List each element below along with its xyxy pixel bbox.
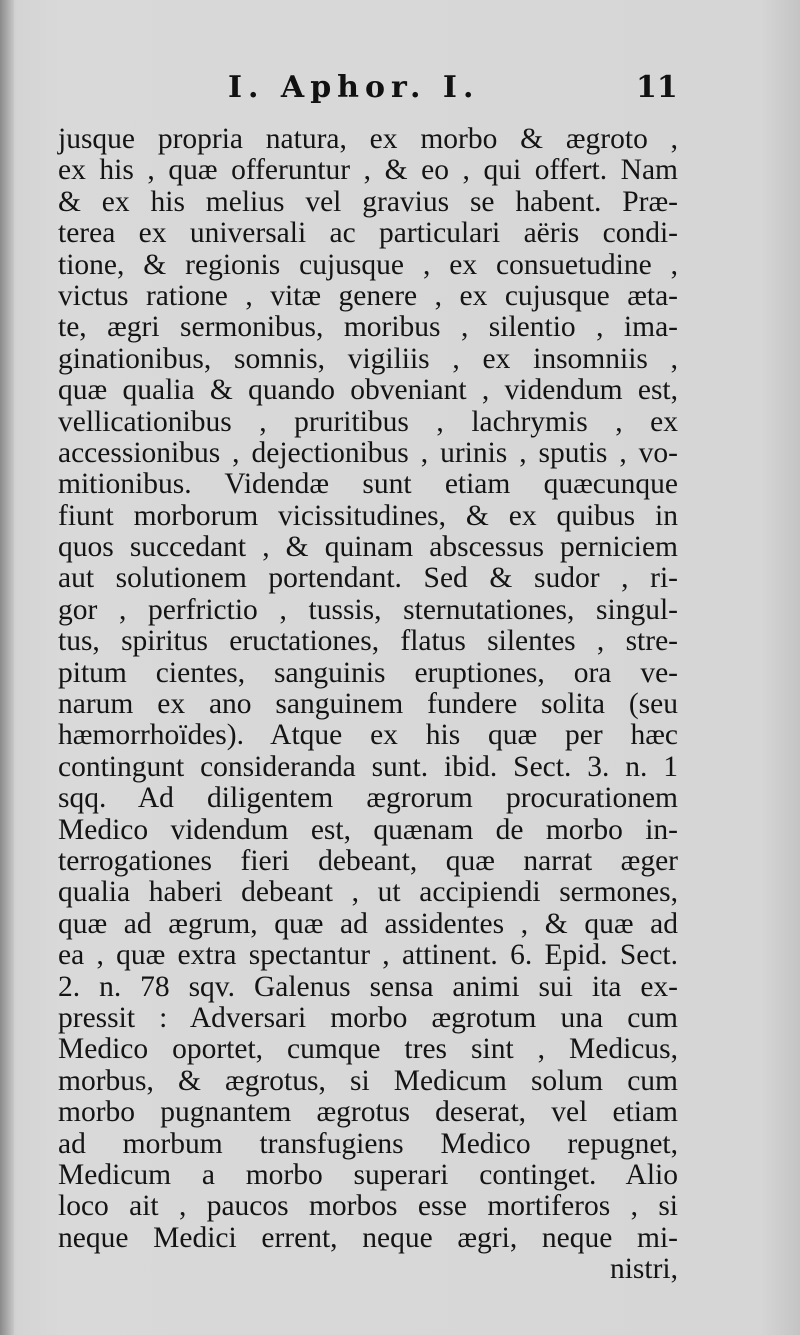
catchword: nistri,: [609, 1253, 678, 1286]
text-line: mitionibus. Videndæ sunt etiam quæcunque: [58, 468, 678, 501]
text-line: narum ex ano sanguinem fundere solita (seu: [58, 688, 678, 721]
page-header: [0, 70, 800, 110]
text-line: ginationibus, somnis, vigiliis , ex insomniis ,: [58, 342, 678, 375]
text-line: morbus, & ægrotus, si Medicum solum cum: [58, 1064, 678, 1097]
text-line: ad morbum transfugiens Medico repugnet,: [58, 1127, 678, 1160]
page-number: 11: [636, 70, 678, 105]
text-line: 2. n. 78 sqv. Galenus sensa animi sui ita ex-: [58, 970, 678, 1003]
text-line: aut solutionem portendant. Sed & sudor , ri-: [58, 562, 678, 595]
text-line: te, ægri sermonibus, moribus , silentio , ima-: [58, 311, 678, 344]
text-line: contingunt consideranda sunt. ibid. Sect. 3. n. 1: [58, 750, 678, 783]
text-line: morbo pugnantem ægrotus deserat, vel etiam: [58, 1096, 678, 1129]
text-line: terrogationes fieri debeant, quæ narrat æger: [58, 844, 678, 877]
text-line: Medico videndum est, quænam de morbo in-: [58, 813, 678, 846]
text-line: & ex his melius vel gravius se habent. Præ-: [58, 185, 678, 218]
running-title: I. Aphor. I.: [228, 70, 480, 105]
text-line: fiunt morborum vicissitudines, & ex quibus in: [58, 499, 678, 532]
text-line: gor , perfrictio , tussis, sternutationes, singul-: [58, 593, 678, 626]
text-line: ea , quæ extra spectantur , attinent. 6. Epid. Sect.: [58, 939, 678, 972]
text-line: ex his , quæ offeruntur , & eo , qui offert. Nam: [58, 154, 678, 187]
text-line: vellicationibus , pruritibus , lachrymis , ex: [58, 405, 678, 438]
text-line: qualia haberi debeant , ut accipiendi sermones,: [58, 876, 678, 909]
text-line: quos succedant , & quinam abscessus perniciem: [58, 531, 678, 564]
text-line: Medicum a morbo superari continget. Alio: [58, 1158, 678, 1191]
text-line: hæmorrhoïdes). Atque ex his quæ per hæc: [58, 719, 678, 752]
text-line: pitum cientes, sanguinis eruptiones, ora ve-: [58, 656, 678, 689]
text-line: neque Medici errent, neque ægri, neque mi-: [58, 1221, 678, 1254]
text-line: sqq. Ad diligentem ægrorum procurationem: [58, 782, 678, 815]
text-line: pressit : Adversari morbo ægrotum una cum: [58, 1001, 678, 1034]
text-line: Medico oportet, cumque tres sint , Medicus,: [58, 1033, 678, 1066]
text-line: jusque propria natura, ex morbo & ægroto ,: [58, 123, 678, 155]
body-text: [58, 124, 678, 1285]
text-line: quæ qualia & quando obveniant , videndum est,: [58, 374, 678, 407]
text-line: loco ait , paucos morbos esse mortiferos , si: [58, 1190, 678, 1223]
text-line: victus ratione , vitæ genere , ex cujusque æta-: [58, 279, 678, 312]
text-line: accessionibus , dejectionibus , urinis , sputis , vo-: [58, 436, 678, 469]
text-line: tus, spiritus eructationes, flatus silentes , stre-: [58, 625, 678, 658]
text-line: terea ex universali ac particulari aëris condi-: [58, 217, 678, 250]
text-line: quæ ad ægrum, quæ ad assidentes , & quæ ad: [58, 907, 678, 940]
page-binding-shadow: [0, 0, 14, 1335]
text-line: tione, & regionis cujusque , ex consuetudine ,: [58, 248, 678, 281]
